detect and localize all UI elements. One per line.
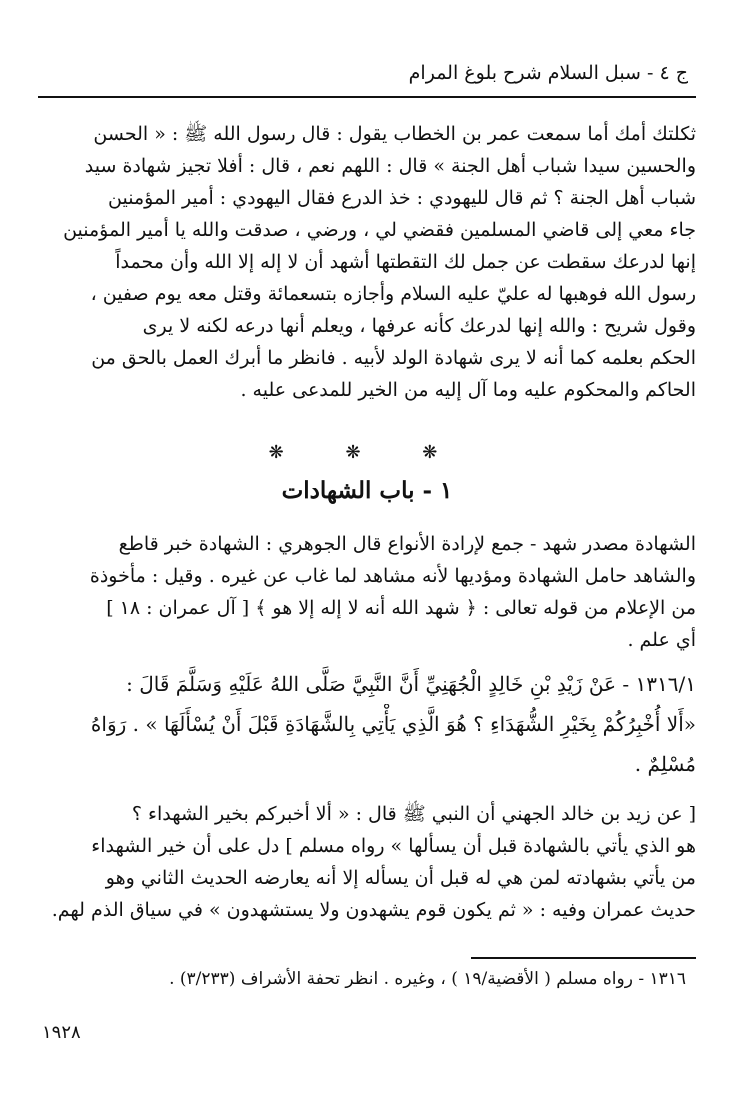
paragraph-definition	[38, 528, 696, 656]
text-line: الحاكم والمحكوم عليه وما آل إليه من الخير للمدعى عليه .	[240, 379, 696, 401]
text-line: ثكلتك أمك أما سمعت عمر بن الخطاب يقول : قال رسول الله ﷺ : « الحسن	[93, 123, 696, 145]
text-line: [ عن زيد بن خالد الجهني أن النبي ﷺ قال : « ألا أخبركم بخير الشهداء ؟	[131, 803, 696, 825]
paragraph-commentary-continued	[38, 118, 696, 406]
text-line: إنها لدرعك سقطت عن جمل لك التقطتها أشهد أن لا إله إلا الله وأن محمداً	[115, 251, 696, 273]
text-line: الشهادة مصدر شهد - جمع لإرادة الأنواع قال الجوهري : الشهادة خبر قاطع	[118, 533, 696, 555]
text-line: من يأتي بشهادته لمن هي له قبل أن يسأله إلا أنه يعارضه الحديث الثاني وهو	[105, 867, 696, 889]
chapter-title: ١ - باب الشهادات	[281, 477, 453, 504]
text-line: «أَلا أُخْبِرُكُمْ بِخَيْرِ الشُّهَدَاءِ ؟ هُوَ الَّذِي يَأْتِي بِالشَّهَادَةِ قَبْلَ أَنْ يُسْأَلَهَا » . رَوَاهُ	[90, 712, 696, 736]
text-line: من الإعلام من قوله تعالى : ﴿ شهد الله أنه لا إله إلا هو ﴾ [ آل عمران : ١٨ ]	[106, 597, 696, 619]
text-line: أي علم .	[627, 629, 696, 651]
page-number: ١٩٢٨	[42, 1022, 81, 1043]
running-head: ج ٤ - سبل السلام شرح بلوغ المرام	[408, 62, 688, 84]
footnote: ١٣١٦ - رواه مسلم ( الأقضية/١٩ ) ، وغيره . انظر تحفة الأشراف (٣/٢٣٣) .	[169, 969, 686, 989]
footnote-rule	[471, 957, 696, 959]
text-line: ١٣١٦/١ - عَنْ زَيْدِ بْنِ خَالِدٍ الْجُهَنِيِّ أَنَّ النَّبِيَّ صَلَّى اللهُ عَلَيْهِ وَسَلَّمَ قَالَ :	[126, 672, 696, 696]
text-line: جاء معي إلى قاضي المسلمين فقضي لي ، ورضي ، صدقت والله يا أمير المؤمنين	[63, 219, 696, 241]
text-line: حديث عمران وفيه : « ثم يكون قوم يشهدون ولا يستشهدون » في سياق الذم لهم.	[51, 899, 696, 921]
text-line: وقول شريح : والله إنها لدرعك كأنه عرفها ، ويعلم أنها درعه لكنه لا يرى	[142, 315, 696, 337]
text-line: مُسْلِمٌ .	[634, 752, 696, 776]
text-line: شباب أهل الجنة ؟ ثم قال لليهودي : خذ الدرع فقال اليهودي : أمير المؤمنين	[108, 187, 696, 209]
text-line: هو الذي يأتي بالشهادة قبل أن يسألها » رواه مسلم ] دل على أن خير الشهداء	[91, 835, 696, 857]
header-rule	[38, 96, 696, 98]
paragraph-explanation	[38, 798, 696, 926]
text-line: الحكم بعلمه كما أنه لا يرى شهادة الولد لأبيه . فانظر ما أبرك العمل بالحق من	[91, 347, 696, 369]
text-line: رسول الله فوهبها له عليّ عليه السلام وأجازه بتسعمائة وقتل معه يوم صفين ،	[90, 283, 696, 305]
book-page	[38, 0, 696, 1109]
hadith-text	[38, 664, 696, 784]
text-line: والحسين سيدا شباب أهل الجنة » قال : اللهم نعم ، قال : أفلا تجيز شهادة سيد	[84, 155, 696, 177]
text-line: والشاهد حامل الشهادة ومؤديها لأنه مشاهد لما غاب عن غيره . وقيل : مأخوذة	[89, 565, 696, 587]
section-separator: ❋ ❋ ❋	[268, 442, 466, 463]
